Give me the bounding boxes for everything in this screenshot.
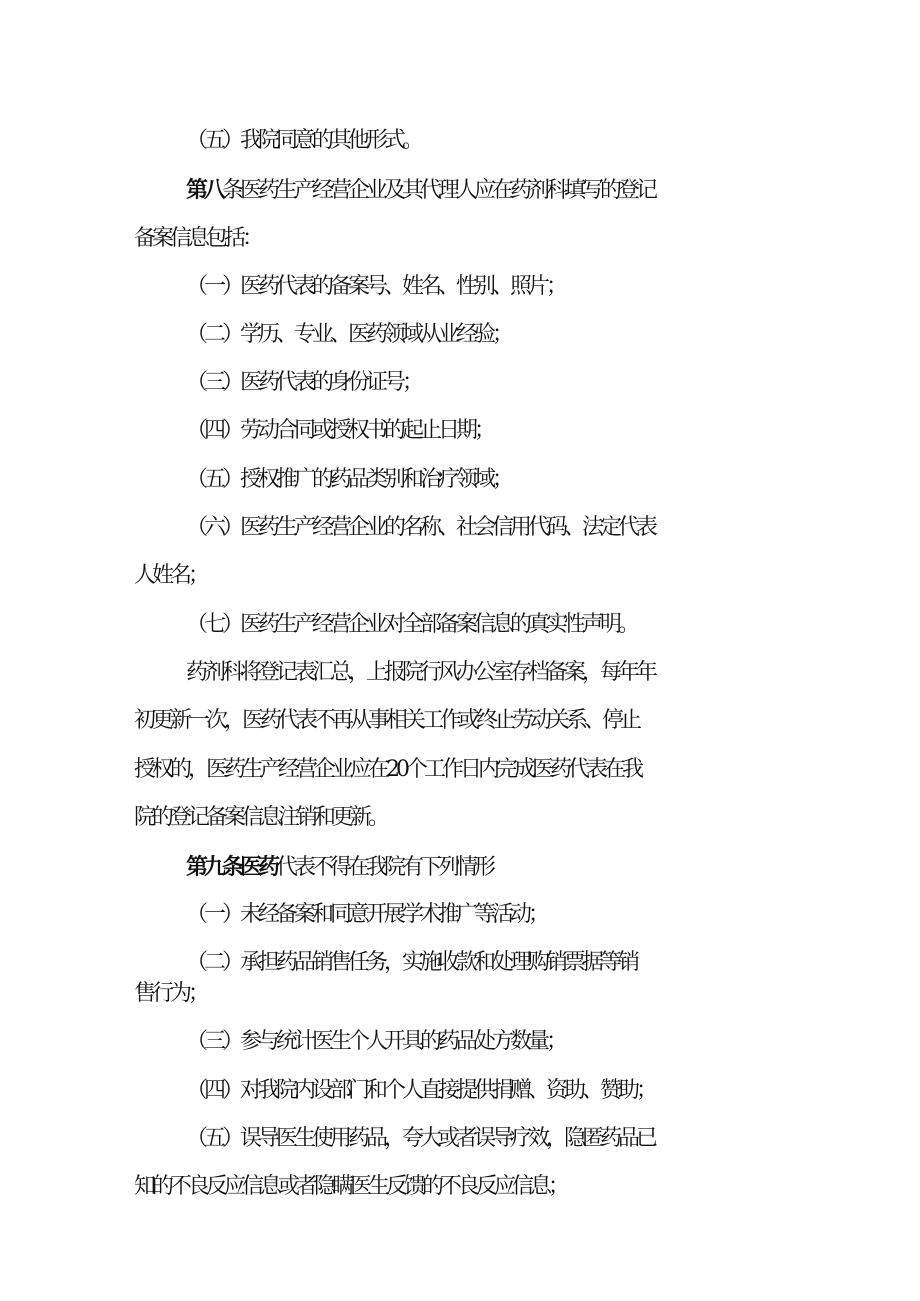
article-8-continuation: 备案信息包括：	[134, 226, 261, 251]
article-8-item-1: （一）医药代表的备案号、姓名、性别、照片；	[186, 274, 565, 299]
article-9-text: 代表不得在我院有下列情形	[276, 855, 493, 880]
article-8-item-6-continuation: 人姓名；	[134, 563, 207, 588]
article-8-item-4: （四）劳动合同或授权书的起止日期；	[186, 418, 493, 443]
summary-paragraph-line-1: 药剂科将登记表汇总，上报院行风办公室存档备案，每年年	[186, 660, 655, 685]
article-9-item-5-continuation: 知的不良反应信息或者隐瞒医生反馈的不良反应信息；	[134, 1174, 567, 1199]
article-8-item-7: （七）医药生产经营企业对全部备案信息的真实性声明。	[186, 612, 637, 637]
article-8-item-5: （五）授权推广的药品类别和治疗领域；	[186, 467, 511, 492]
article-8-text: 条医药生产经营企业及其代理人应在药剂科填写的登记	[222, 178, 655, 203]
summary-paragraph-line-2: 初更新一次，医药代表不再从事相关工作或终止劳动关系、停止	[134, 708, 639, 733]
summary-paragraph-line-4: 院的登记备案信息注销和更新。	[134, 805, 387, 830]
article-9-heading	[0, 852, 920, 882]
article-9-item-2-continuation: 售行为；	[134, 981, 207, 1006]
article-8-item-6: （六）医药生产经营企业的名称、社会信用代码、法定代表	[186, 515, 655, 540]
article-8-item-2: （二）学历、专业、医药领域从业经验；	[186, 322, 511, 347]
paragraph-other-forms: （五）我院同意的其他形式。	[186, 128, 421, 153]
article-9-item-2: （二）承担药品销售任务，实施收款和处理购销票据等销	[186, 950, 637, 975]
article-9-item-1: （一）未经备案和同意开展学术推广等活动；	[186, 902, 547, 927]
article-9-item-5: （五）误导医生使用药品，夸大或者误导疗效，隐匿药品已	[186, 1126, 655, 1151]
article-9-item-4: （四）对我院内设部门和个人直接提供捐赠、资助、赞助；	[186, 1078, 655, 1103]
article-8-item-3: （三）医药代表的身份证号；	[186, 370, 421, 395]
article-9-number: 第九条医药	[186, 854, 277, 880]
article-9-item-3: （三）参与统计医生个人开具的药品处方数量；	[186, 1029, 565, 1054]
article-8-heading	[0, 175, 920, 205]
article-8-number: 第八	[186, 177, 223, 203]
summary-paragraph-line-3: 授权的，医药生产经营企业应在20个工作日内完成医药代表在我	[134, 757, 640, 782]
